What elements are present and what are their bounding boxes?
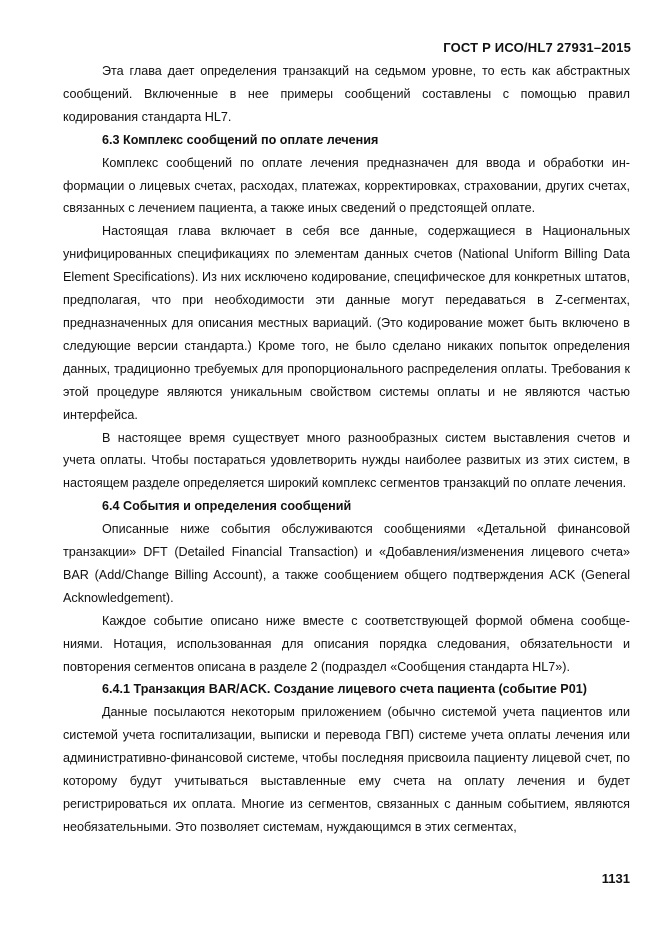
paragraph-intro: Эта глава дает определения транзакций на седьмом уровне, то есть как абстрактных сообщений. Включенные в нее примеры сообщений составлены с помощью правил кодирования стандарта HL7.: [63, 64, 630, 124]
section-heading-6-4-1: 6.4.1 Транзакция BAR/ACK. Создание лицевого счета пациента (событие P01): [102, 682, 587, 697]
paragraph-events: Описанные ниже события обслуживаются сообщениями «Детальной финансовой транзакции» DFT (Detailed Financial Transaction) и «Добавления/изменения лицевого счета» BAR (Add/Change Billing Account), а также сообщением общего подтверждения ACK (General Acknowledgement).: [63, 522, 630, 605]
section-heading-6-3: 6.3 Комплекс сообщений по оплате лечения: [102, 132, 379, 147]
section-heading-6-4: 6.4 События и определения сообщений: [102, 499, 352, 514]
page-body: [63, 60, 630, 839]
paragraph-scope: Настоящая глава включает в себя все данные, содержащиеся в Национальных унифицированных спецификациях по элементам данных счетов (National Uniform Billing Data Element Specifications). Из них исключено кодирование, специфическое для конкретных штатов, предполагая, что при необходимости эти данные могут передаваться в Z-сегментах, предназначенных для описания местных вариаций. (Это кодирование может быть включено в следующие версии стандарта.) Кроме того, не было сделано никаких попыток определения данных, традиционно требуемых для пропорционального распределения оплаты. Требования к этой процедуре являются уникальным свойством системы оплаты и не являются частью интерфейса.: [63, 224, 630, 422]
document-id-header: ГОСТ Р ИСО/HL7 27931–2015: [443, 40, 631, 55]
paragraph-bar-ack: Данные посылаются некоторым приложением (обычно системой учета пациентов или системой учета госпитализации, выписки и перевода ГВП) системе учета оплаты лечения или административно-финансовой системе, чтобы последняя присвоила пациенту лицевой счет, по которому будут учитываться выставленные ему счета на оплату лечения и будет регистрироваться их оплата. Многие из сегментов, связанных с данным событием, являются необязательными. Это позволяет системам, нуждающимся в этих сегментах,: [63, 705, 630, 834]
paragraph-purpose: Комплекс сообщений по оплате лечения предназначен для ввода и обработки информации о лицевых счетах, расходах, платежах, корректировках, страховании, других счетах, связанных с лечением пациента, а также иных сведений о предстоящей оплате.: [63, 155, 630, 216]
paragraph-notation: Каждое событие описано ниже вместе с соответствующей формой обмена сообщениями. Нотация, использованная для описания порядка следования, обязательности и повторения сегментов описана в разделе 2 (подраздел «Сообщения стандарта HL7»).: [63, 613, 630, 674]
paragraph-systems: В настоящее время существует много разнообразных систем выставления счетов и учета оплаты. Чтобы постараться удовлетворить нужды наиболее развитых из этих систем, в настоящем разделе определяется широкий комплекс сегментов транзакций по оплате лечения.: [63, 430, 630, 491]
page-number: 1131: [601, 871, 630, 886]
